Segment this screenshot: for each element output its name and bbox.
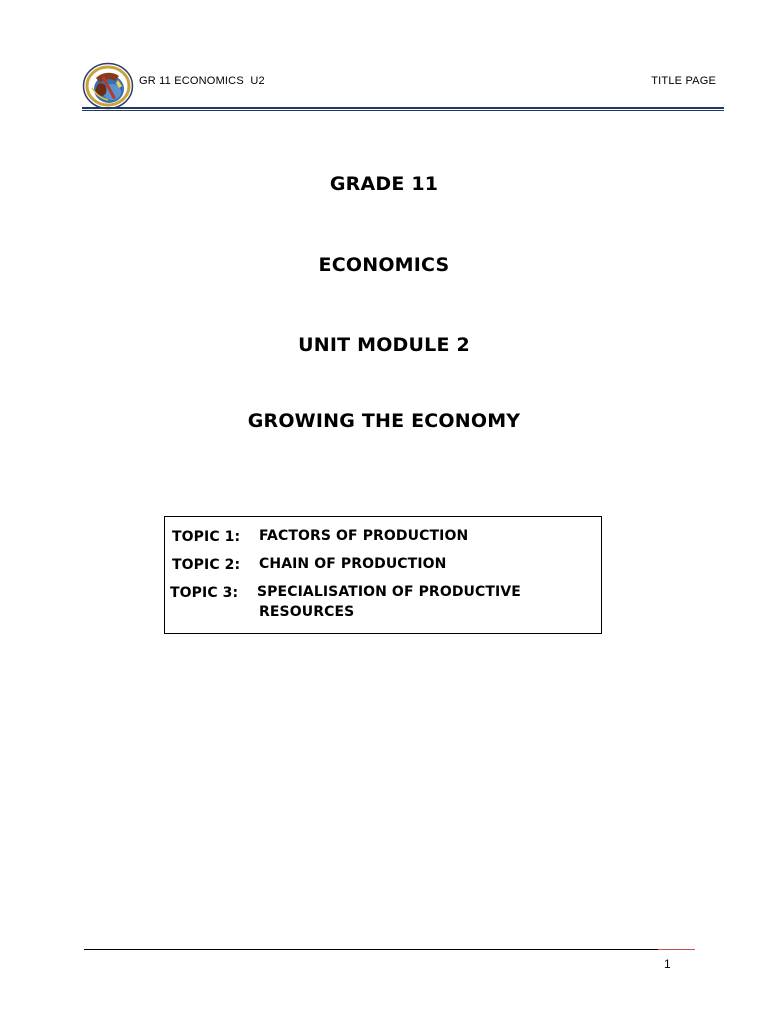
header-divider bbox=[82, 107, 724, 111]
footer-divider bbox=[84, 949, 658, 950]
topic-number: TOPIC 2: bbox=[172, 557, 241, 573]
topics-box bbox=[164, 516, 602, 634]
topic-name-line-1: SPECIALISATION OF PRODUCTIVE bbox=[257, 584, 521, 600]
header-page-label: TITLE PAGE bbox=[651, 75, 716, 87]
topic-name: FACTORS OF PRODUCTION bbox=[259, 528, 469, 544]
school-crest-icon bbox=[82, 62, 134, 110]
header-document-code: GR 11 ECONOMICS U2 bbox=[139, 75, 265, 87]
unit-title-heading: GROWING THE ECONOMY bbox=[247, 410, 521, 432]
page-number: 1 bbox=[664, 957, 671, 971]
module-heading: UNIT MODULE 2 bbox=[298, 334, 470, 356]
page-header bbox=[82, 60, 724, 112]
grade-heading: GRADE 11 bbox=[329, 173, 439, 195]
topic-number: TOPIC 3: bbox=[170, 585, 239, 601]
topic-number: TOPIC 1: bbox=[172, 529, 241, 545]
topic-name: CHAIN OF PRODUCTION bbox=[259, 556, 447, 572]
footer-accent-divider bbox=[658, 949, 695, 950]
topic-name-line-2: RESOURCES bbox=[259, 604, 355, 620]
subject-heading: ECONOMICS bbox=[318, 254, 450, 276]
